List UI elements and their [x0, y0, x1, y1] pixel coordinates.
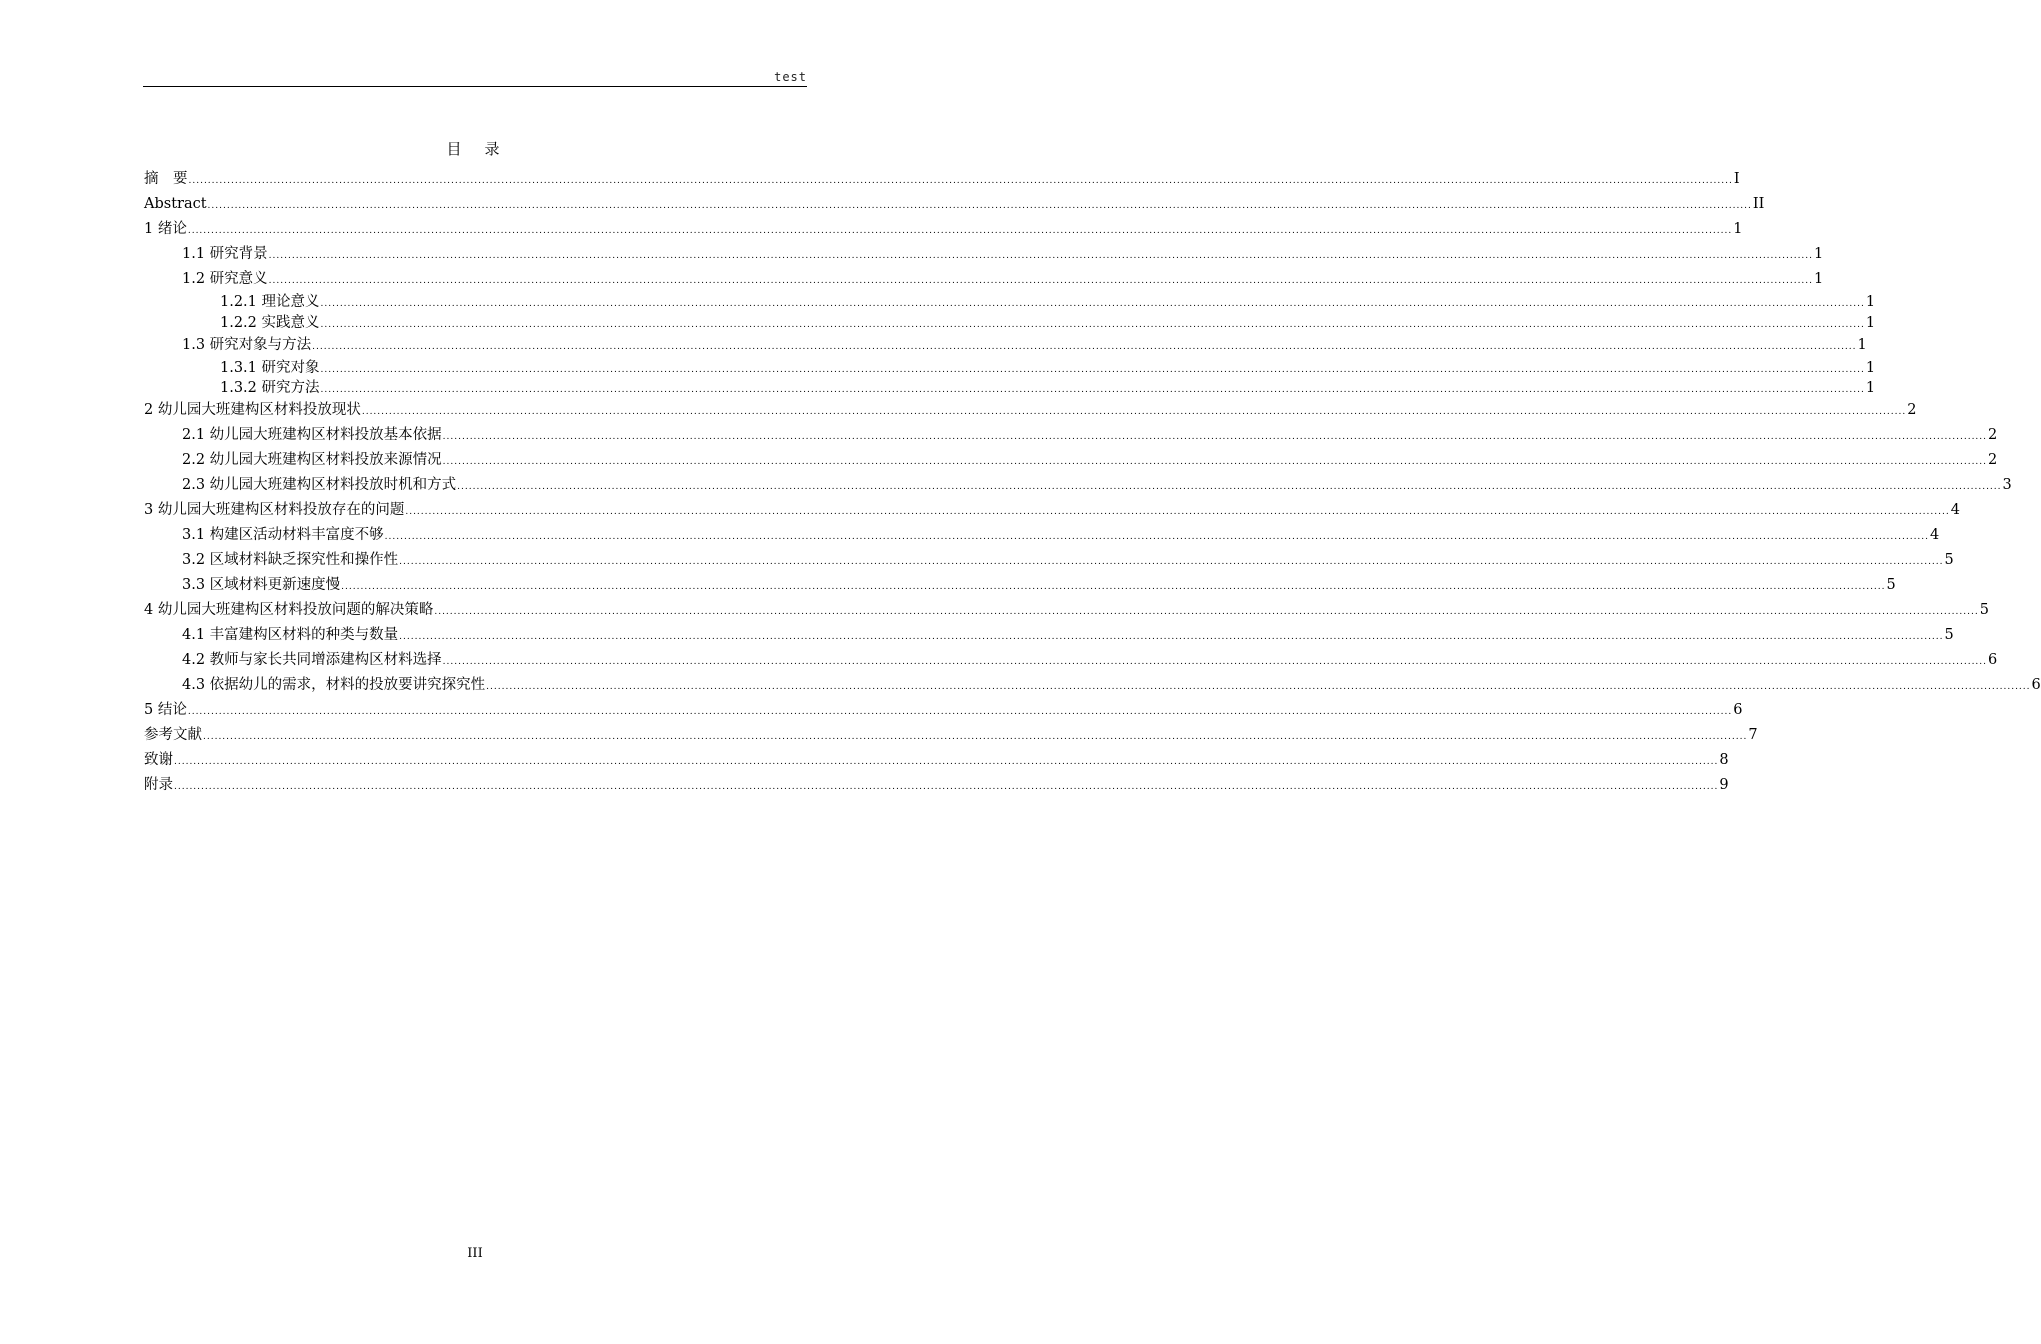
toc-entry-label: 1.3.1 研究对象	[220, 360, 320, 376]
toc-entry[interactable]	[182, 268, 1824, 288]
toc-entry[interactable]	[182, 243, 1824, 263]
toc-entry-label: 2 幼儿园大班建构区材料投放现状	[144, 402, 361, 418]
toc-entry-page: 1	[1865, 294, 1876, 310]
toc-entry-page: 1	[1814, 271, 1824, 287]
toc-entry[interactable]	[220, 377, 1876, 397]
toc-dot-leader: ................................................................................................................................................................................................................................................................................................................................................................................................................	[207, 201, 1752, 211]
toc-entry[interactable]	[144, 749, 1729, 769]
toc-entry-label: Abstract	[144, 196, 207, 212]
toc-entry-label: 4.1 丰富建构区材料的种类与数量	[182, 627, 399, 643]
toc-dot-leader: ................................................................................................................................................................................................................................................................................................................................................................................................................	[187, 226, 1733, 236]
toc-entry-page: 4	[1930, 527, 1940, 543]
toc-entry-label: 摘 要	[144, 171, 188, 187]
toc-dot-leader: ................................................................................................................................................................................................................................................................................................................................................................................................................	[399, 557, 1944, 567]
toc-entry-label: 2.1 幼儿园大班建构区材料投放基本依据	[182, 427, 442, 443]
toc-dot-leader: ................................................................................................................................................................................................................................................................................................................................................................................................................	[320, 385, 1865, 395]
toc-entry-label: 1 绪论	[144, 221, 187, 237]
toc-dot-leader: ................................................................................................................................................................................................................................................................................................................................................................................................................	[341, 582, 1886, 592]
toc-entry[interactable]	[144, 218, 1743, 238]
toc-entry-page: 2	[1988, 452, 1998, 468]
toc-entry-label: 参考文献	[144, 727, 202, 743]
toc-entry[interactable]	[144, 699, 1743, 719]
toc-entry-page: 5	[1944, 552, 1954, 568]
toc-entry[interactable]	[220, 357, 1876, 377]
toc-dot-leader: ................................................................................................................................................................................................................................................................................................................................................................................................................	[486, 682, 2031, 692]
toc-dot-leader: ................................................................................................................................................................................................................................................................................................................................................................................................................	[320, 365, 1865, 375]
toc-entry[interactable]	[144, 724, 1758, 744]
footer-page-number: III	[467, 1246, 483, 1261]
toc-entry[interactable]	[182, 524, 1940, 544]
toc-entry-page: 2	[1907, 402, 1917, 418]
toc-entry-label: 3.2 区域材料缺乏探究性和操作性	[182, 552, 399, 568]
toc-entry[interactable]	[182, 574, 1896, 594]
toc-entry-page: 4	[1950, 502, 1960, 518]
toc-entry-label: 3.1 构建区活动材料丰富度不够	[182, 527, 384, 543]
toc-entry-page: 2	[1988, 427, 1998, 443]
toc-entry-label: 3.3 区域材料更新速度慢	[182, 577, 341, 593]
toc-entry[interactable]	[182, 474, 2012, 494]
toc-entry[interactable]	[144, 399, 1917, 419]
toc-entry-page: 6	[2031, 677, 2041, 693]
toc-entry-page: 9	[1719, 777, 1729, 793]
toc-entry-page: 1	[1865, 360, 1876, 376]
toc-entry-label: 1.1 研究背景	[182, 246, 268, 262]
toc-dot-leader: ................................................................................................................................................................................................................................................................................................................................................................................................................	[399, 632, 1944, 642]
toc-dot-leader: ................................................................................................................................................................................................................................................................................................................................................................................................................	[361, 407, 1907, 417]
toc-entry-label: 4 幼儿园大班建构区材料投放问题的解决策略	[144, 602, 434, 618]
toc-entry-page: 7	[1748, 727, 1758, 743]
toc-entry-label: 1.3.2 研究方法	[220, 380, 320, 396]
toc-entry-label: 1.2.1 理论意义	[220, 294, 320, 310]
toc-entry[interactable]	[220, 312, 1876, 332]
toc-entry-label: 3 幼儿园大班建构区材料投放存在的问题	[144, 502, 405, 518]
toc-entry[interactable]	[182, 674, 2041, 694]
toc-dot-leader: ................................................................................................................................................................................................................................................................................................................................................................................................................	[442, 457, 1988, 467]
toc-entry-page: 1	[1733, 221, 1743, 237]
toc-entry[interactable]	[220, 291, 1876, 311]
toc-entry-page: 1	[1814, 246, 1824, 262]
toc-entry[interactable]	[182, 424, 1998, 444]
toc-entry-page: II	[1752, 196, 1765, 212]
toc-entry[interactable]	[182, 549, 1954, 569]
toc-entry-label: 2.2 幼儿园大班建构区材料投放来源情况	[182, 452, 442, 468]
toc-dot-leader: ................................................................................................................................................................................................................................................................................................................................................................................................................	[320, 320, 1865, 330]
toc-entry[interactable]	[144, 193, 1765, 213]
toc-entry-label: 2.3 幼儿园大班建构区材料投放时机和方式	[182, 477, 457, 493]
toc-dot-leader: ................................................................................................................................................................................................................................................................................................................................................................................................................	[405, 507, 1950, 517]
toc-dot-leader: ................................................................................................................................................................................................................................................................................................................................................................................................................	[268, 251, 1814, 261]
toc-dot-leader: ................................................................................................................................................................................................................................................................................................................................................................................................................	[312, 342, 1857, 352]
toc-entry-page: 8	[1719, 752, 1729, 768]
toc-entry[interactable]	[144, 499, 1960, 519]
toc-dot-leader: ................................................................................................................................................................................................................................................................................................................................................................................................................	[457, 482, 2002, 492]
toc-dot-leader: ................................................................................................................................................................................................................................................................................................................................................................................................................	[320, 299, 1865, 309]
toc-entry-page: 6	[1733, 702, 1743, 718]
toc-entry[interactable]	[182, 334, 1867, 354]
toc-entry-label: 附录	[144, 777, 173, 793]
toc-entry[interactable]	[144, 774, 1729, 794]
toc-entry[interactable]	[144, 168, 1740, 188]
toc-entry-page: 3	[2002, 477, 2012, 493]
toc-entry-label: 1.2 研究意义	[182, 271, 268, 287]
toc-entry-page: 5	[1886, 577, 1896, 593]
toc-entry-label: 1.2.2 实践意义	[220, 315, 320, 331]
toc-dot-leader: ................................................................................................................................................................................................................................................................................................................................................................................................................	[434, 607, 1979, 617]
toc-entry[interactable]	[182, 649, 1998, 669]
toc-entry-label: 致谢	[144, 752, 173, 768]
toc-entry-page: 6	[1988, 652, 1998, 668]
toc-entry-page: 1	[1865, 315, 1876, 331]
toc-dot-leader: ................................................................................................................................................................................................................................................................................................................................................................................................................	[268, 276, 1814, 286]
header-text: test	[774, 70, 807, 84]
toc-dot-leader: ................................................................................................................................................................................................................................................................................................................................................................................................................	[174, 757, 1719, 767]
toc-dot-leader: ................................................................................................................................................................................................................................................................................................................................................................................................................	[188, 176, 1733, 186]
toc-entry[interactable]	[182, 624, 1954, 644]
toc-dot-leader: ................................................................................................................................................................................................................................................................................................................................................................................................................	[187, 707, 1733, 717]
toc-dot-leader: ................................................................................................................................................................................................................................................................................................................................................................................................................	[203, 732, 1748, 742]
toc-dot-leader: ................................................................................................................................................................................................................................................................................................................................................................................................................	[442, 432, 1988, 442]
toc-entry[interactable]	[144, 599, 1989, 619]
toc-entry-page: 1	[1857, 337, 1867, 353]
toc-entry-label: 4.3 依据幼儿的需求，材料的投放要讲究探究性	[182, 677, 486, 693]
toc-dot-leader: ................................................................................................................................................................................................................................................................................................................................................................................................................	[442, 657, 1988, 667]
toc-dot-leader: ................................................................................................................................................................................................................................................................................................................................................................................................................	[174, 782, 1719, 792]
toc-entry-page: 1	[1865, 380, 1876, 396]
toc-entry[interactable]	[182, 449, 1998, 469]
toc-entry-page: 5	[1979, 602, 1989, 618]
toc-entry-page: 5	[1944, 627, 1954, 643]
toc-entry-label: 5 结论	[144, 702, 187, 718]
header-rule	[143, 86, 807, 87]
toc-dot-leader: ................................................................................................................................................................................................................................................................................................................................................................................................................	[384, 532, 1930, 542]
toc-title: 目 录	[446, 140, 504, 158]
toc-entry-page: I	[1733, 171, 1740, 187]
toc-entry-label: 4.2 教师与家长共同增添建构区材料选择	[182, 652, 442, 668]
toc-entry-label: 1.3 研究对象与方法	[182, 337, 312, 353]
